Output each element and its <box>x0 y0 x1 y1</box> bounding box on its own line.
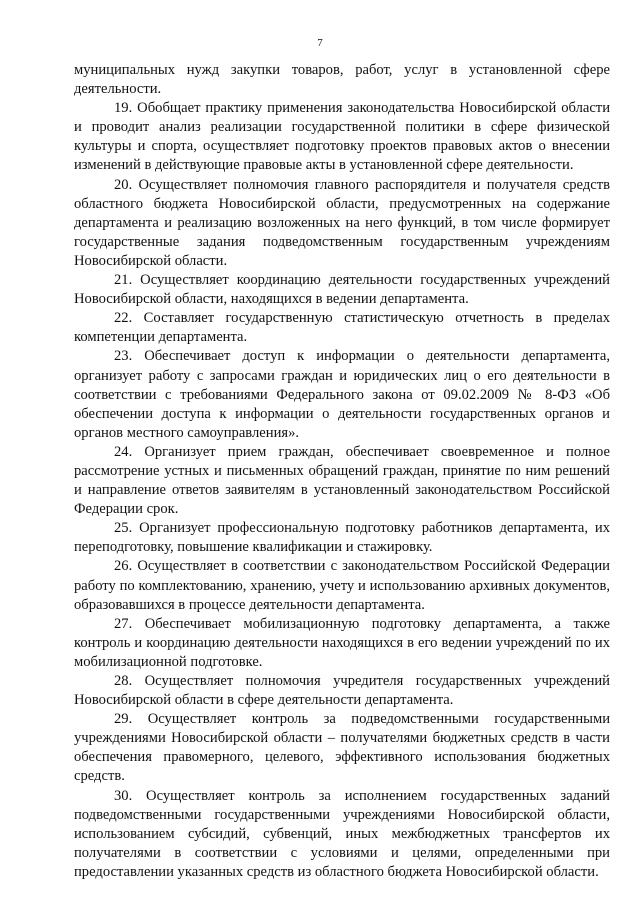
paragraph-30: 30. Осуществляет контроль за исполнением государственных заданий подведомственными государственными учреждениями Новосибирской области, использованием субсидий, субвенций, иных межбюджетных трансфертов их получателями в соответствии с условиями и целями, определенными при предоставлении указанных средств из областного бюджета Новосибирской области. <box>74 787 610 880</box>
paragraph-25: 25. Организует профессиональную подготовку работников департамента, их переподготовку, повышение квалификации и стажировку. <box>74 520 610 556</box>
page-number: 7 <box>317 37 323 49</box>
paragraph-27: 27. Обеспечивает мобилизационную подготовку департамента, а также контроль и координацию деятельности находящихся в его ведении учреждений по их мобилизационной подготовке. <box>74 615 610 670</box>
document-body <box>74 61 610 882</box>
paragraph-29: 29. Осуществляет контроль за подведомственными государственными учреждениями Новосибирской области – получателями бюджетных средств в части обеспечения правомерного, целевого, эффективного использования бюджетных средств. <box>74 711 610 785</box>
paragraph-24: 24. Организует прием граждан, обеспечивает своевременное и полное рассмотрение устных и письменных обращений граждан, принятие по ним решений и направление ответов заявителям в установленный законодательством Российской Федерации срок. <box>74 443 610 518</box>
paragraph-22: 22. Составляет государственную статистическую отчетность в пределах компетенции департамента. <box>74 310 610 346</box>
paragraph-21: 21. Осуществляет координацию деятельности государственных учреждений Новосибирской области, находящихся в ведении департамента. <box>74 272 610 308</box>
paragraph-19: 19. Обобщает практику применения законодательства Новосибирской области и проводит анализ реализации государственной политики в сфере физической культуры и спорта, осуществляет подготовку проектов правовых актов о внесении изменений в действующие правовые акты в установленной сфере деятельности. <box>74 100 610 174</box>
paragraph-26: 26. Осуществляет в соответствии с законодательством Российской Федерации работу по комплектованию, хранению, учету и использованию архивных документов, образовавшихся в процессе деятельности департамента. <box>74 558 610 613</box>
paragraph-20: 20. Осуществляет полномочия главного распорядителя и получателя средств областного бюджета Новосибирской области, предусмотренных на содержание департамента и реализацию возложенных на него функций, в том числе формирует государственные задания подведомственным государственным учреждениям Новосибирской области. <box>74 176 610 269</box>
paragraph-23: 23. Обеспечивает доступ к информации о деятельности департамента, организует работу с запросами граждан и юридических лиц о его деятельности в соответствии с требованиями Федерального закона от 09.02.2009 № 8-ФЗ «Об обеспечении доступа к информации о деятельности государственных органов и органов местного самоуправления». <box>74 348 610 441</box>
paragraph-28: 28. Осуществляет полномочия учредителя государственных учреждений Новосибирской области в сфере деятельности департамента. <box>74 673 610 709</box>
paragraph-continuation: муниципальных нужд закупки товаров, работ, услуг в установленной сфере деятельности. <box>74 62 610 98</box>
